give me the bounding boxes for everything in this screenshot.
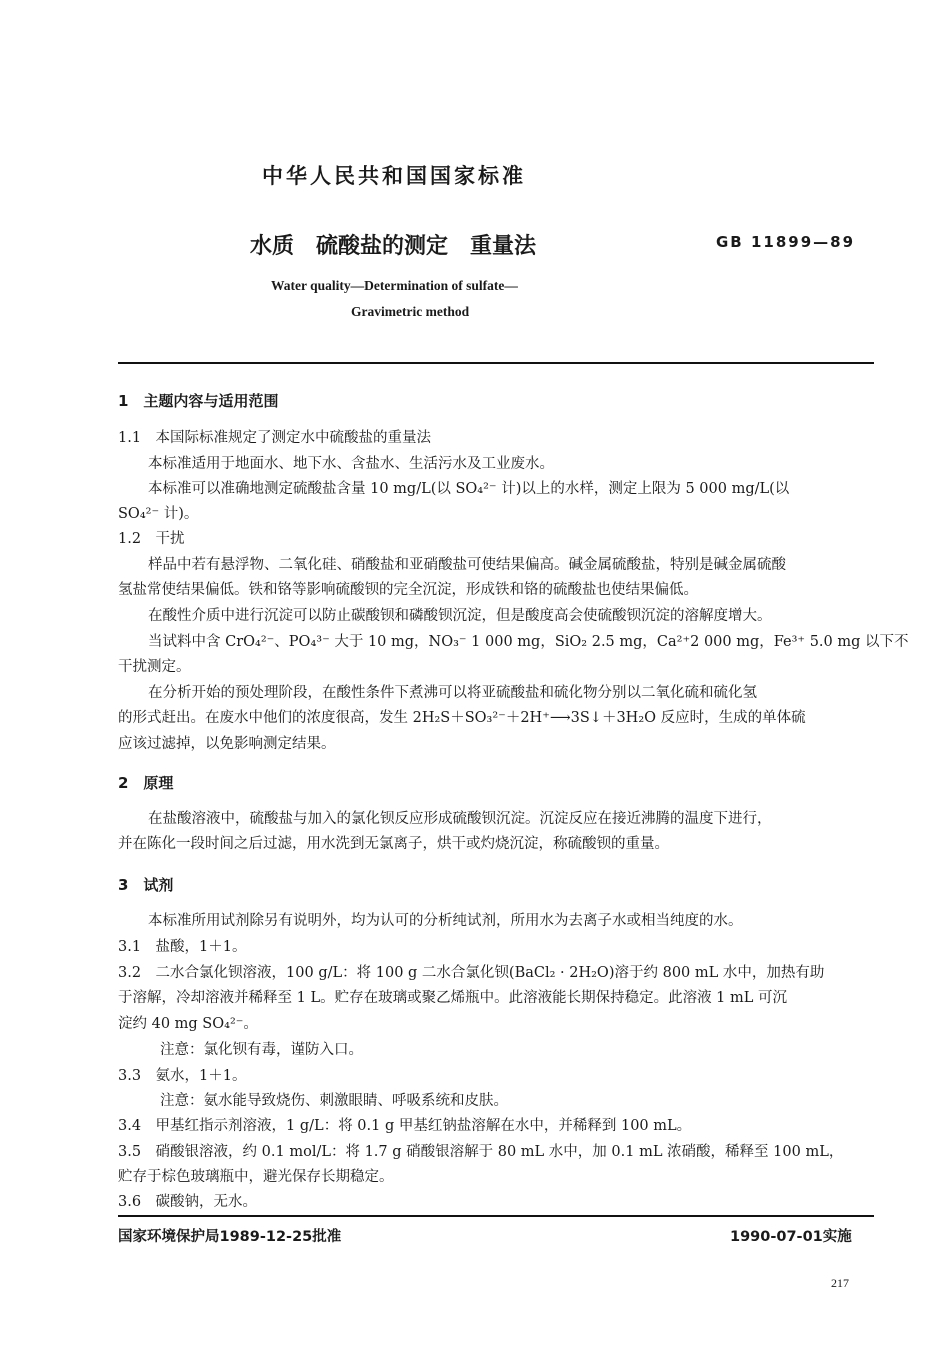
clause-3-4: 3.4 甲基红指示剂溶液，1 g/L：将 0.1 g 甲基红钠盐溶解在水中，并稀释到 100 mL。	[118, 1118, 692, 1134]
clause-3-2: 3.2 二水合氯化钡溶液，100 g/L：将 100 g 二水合氯化钡(BaCl₂ · 2H₂O)溶于约 800 mL 水中，加热有助	[118, 965, 825, 981]
paragraph-cont: 并在陈化一段时间之后过滤，用水洗到无氯离子，烘干或灼烧沉淀，称硫酸钡的重量。	[118, 836, 669, 852]
page-number: 217	[831, 1276, 849, 1290]
section-2-title: 2 原理	[118, 774, 174, 792]
approval-date: 国家环境保护局1989-12-25批准	[118, 1229, 342, 1245]
clause-1-2: 1.2 干扰	[118, 531, 185, 547]
paragraph-cont: 贮存于棕色玻璃瓶中，避光保存长期稳定。	[118, 1169, 394, 1185]
document-title-en-line2: Gravimetric method	[351, 304, 470, 319]
clause-3-6: 3.6 碳酸钠，无水。	[118, 1194, 258, 1210]
paragraph-cont: 淀约 40 mg SO₄²⁻。	[118, 1016, 258, 1032]
footer-divider	[118, 1215, 874, 1217]
paragraph-cont: 于溶解，冷却溶液并稀释至 1 L。贮存在玻璃或聚乙烯瓶中。此溶液能长期保持稳定。此溶液 1 mL 可沉	[118, 990, 787, 1006]
standard-code: GB 11899—89	[716, 233, 856, 251]
paragraph-cont: 干扰测定。	[118, 659, 191, 675]
paragraph: 在盐酸溶液中，硫酸盐与加入的氯化钡反应形成硫酸钡沉淀。沉淀反应在接近沸腾的温度下进行，	[148, 811, 772, 827]
clause-3-3: 3.3 氨水，1＋1。	[118, 1068, 247, 1084]
national-standard-heading: 中华人民共和国国家标准	[262, 164, 526, 188]
paragraph: 在酸性介质中进行沉淀可以防止碳酸钡和磷酸钡沉淀，但是酸度高会使硫酸钡沉淀的溶解度增大。	[148, 608, 772, 624]
effective-date: 1990-07-01实施	[730, 1229, 852, 1245]
document-title-cn: 水质 硫酸盐的测定 重量法	[250, 234, 537, 259]
section-3-title: 3 试剂	[118, 876, 174, 894]
paragraph-cont: 氢盐常使结果偏低。铁和铬等影响硫酸钡的完全沉淀，形成铁和铬的硫酸盐也使结果偏低。	[118, 582, 698, 598]
paragraph-cont: SO₄²⁻ 计)。	[118, 506, 199, 522]
paragraph: 本标准适用于地面水、地下水、含盐水、生活污水及工业废水。	[148, 456, 554, 472]
clause-3-1: 3.1 盐酸，1＋1。	[118, 939, 247, 955]
clause-1-1: 1.1 本国际标准规定了测定水中硫酸盐的重量法	[118, 430, 432, 446]
header-divider	[118, 362, 874, 364]
clause-3-5: 3.5 硝酸银溶液，约 0.1 mol/L：将 1.7 g 硝酸银溶解于 80 mL 水中，加 0.1 mL 浓硝酸，稀释至 100 mL，	[118, 1144, 844, 1160]
paragraph: 样品中若有悬浮物、二氧化硅、硝酸盐和亚硝酸盐可使结果偏高。碱金属硫酸盐，特别是碱金属硫酸	[148, 557, 786, 573]
section-1-title: 1 主题内容与适用范围	[118, 392, 279, 410]
document-title-en-line1: Water quality—Determination of sulfate—	[271, 278, 518, 293]
paragraph: 本标准可以准确地测定硫酸盐含量 10 mg/L(以 SO₄²⁻ 计)以上的水样，测定上限为 5 000 mg/L(以	[148, 481, 790, 497]
paragraph-cont: 应该过滤掉，以免影响测定结果。	[118, 736, 336, 752]
paragraph: 当试料中含 CrO₄²⁻、PO₄³⁻ 大于 10 mg，NO₃⁻ 1 000 mg，SiO₂ 2.5 mg，Ca²⁺2 000 mg，Fe³⁺ 5.0 mg 以下不	[148, 634, 909, 650]
paragraph: 本标准所用试剂除另有说明外，均为认可的分析纯试剂，所用水为去离子水或相当纯度的水。	[148, 913, 743, 929]
note: 注意：氯化钡有毒，谨防入口。	[160, 1042, 363, 1058]
paragraph: 在分析开始的预处理阶段，在酸性条件下煮沸可以将亚硫酸盐和硫化物分别以二氧化硫和硫化氢	[148, 685, 757, 701]
note: 注意：氨水能导致烧伤、刺激眼睛、呼吸系统和皮肤。	[160, 1093, 508, 1109]
paragraph-cont: 的形式赶出。在废水中他们的浓度很高，发生 2H₂S＋SO₃²⁻＋2H⁺⟶3S↓＋3H₂O 反应时，生成的单体硫	[118, 710, 806, 726]
